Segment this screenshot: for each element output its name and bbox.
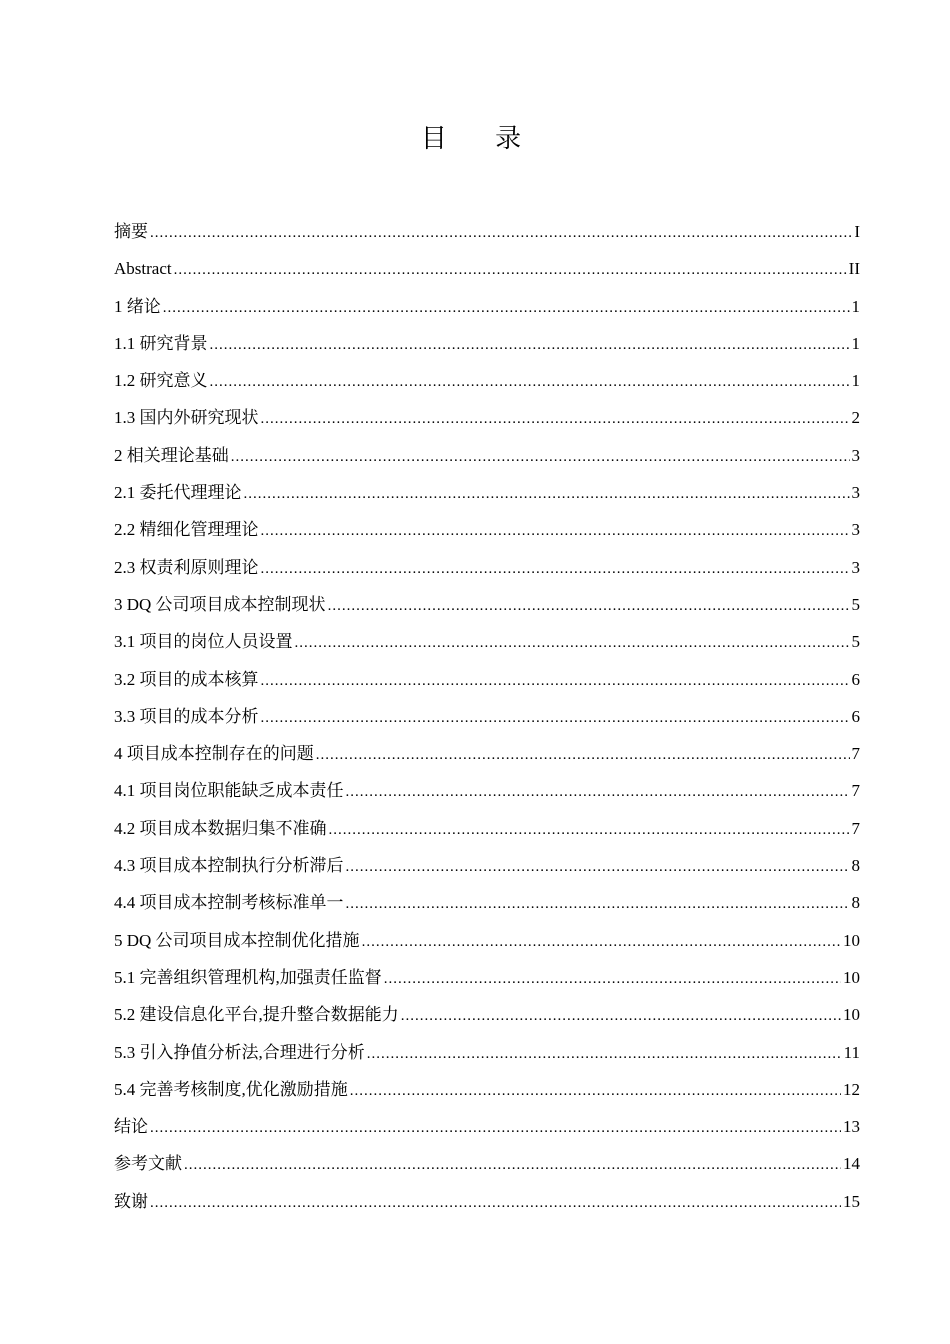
dot-leader bbox=[316, 742, 850, 768]
toc-entry-label: 4 项目成本控制存在的问题 bbox=[114, 744, 314, 764]
table-of-contents bbox=[114, 219, 860, 1226]
toc-entry-page-number: 8 bbox=[851, 893, 860, 913]
toc-entry-page-number: 10 bbox=[843, 1005, 860, 1025]
toc-entry-label: 摘要 bbox=[114, 222, 148, 241]
toc-entry-page-number: 8 bbox=[851, 856, 860, 876]
toc-entry-page-number: 3 bbox=[851, 483, 860, 503]
dot-leader bbox=[261, 518, 850, 544]
dot-leader bbox=[231, 444, 850, 470]
toc-entry-page-number: 14 bbox=[843, 1154, 860, 1174]
toc-entry-page-number: 5 bbox=[851, 632, 860, 652]
toc-entry-page-number: 7 bbox=[851, 781, 860, 801]
dot-leader bbox=[244, 481, 850, 507]
toc-entry[interactable] bbox=[114, 853, 860, 890]
toc-entry[interactable] bbox=[114, 331, 860, 368]
toc-entry[interactable] bbox=[114, 629, 860, 666]
toc-entry-label: 参考文献 bbox=[114, 1154, 182, 1174]
toc-entry-page-number: 13 bbox=[843, 1117, 860, 1137]
toc-entry[interactable] bbox=[114, 219, 860, 256]
toc-entry-page-number: 2 bbox=[851, 408, 860, 428]
toc-entry-label: 4.1 项目岗位职能缺乏成本责任 bbox=[114, 781, 344, 801]
toc-entry-page-number: 11 bbox=[843, 1042, 860, 1062]
toc-entry[interactable] bbox=[114, 1114, 860, 1151]
toc-entry[interactable] bbox=[114, 667, 860, 704]
dot-leader bbox=[346, 891, 850, 917]
dot-leader bbox=[210, 332, 850, 358]
toc-entry[interactable] bbox=[114, 928, 860, 965]
toc-entry-label: 3.2 项目的成本核算 bbox=[114, 669, 259, 689]
dot-leader bbox=[295, 630, 850, 656]
toc-entry-label: 5.1 完善组织管理机构,加强责任监督 bbox=[114, 967, 382, 987]
toc-entry-label: 2 相关理论基础 bbox=[114, 445, 229, 465]
dot-leader bbox=[184, 1152, 841, 1178]
toc-entry-label: 4.3 项目成本控制执行分析滞后 bbox=[114, 856, 344, 876]
dot-leader bbox=[150, 1190, 841, 1216]
dot-leader bbox=[261, 406, 850, 432]
toc-entry-page-number: 1 bbox=[851, 333, 860, 353]
dot-leader bbox=[261, 705, 850, 731]
dot-leader bbox=[174, 257, 847, 283]
toc-entry-page-number: 7 bbox=[851, 818, 860, 838]
toc-entry-label: Abstract bbox=[114, 259, 172, 279]
toc-entry-page-number: 3 bbox=[851, 520, 860, 540]
toc-entry[interactable] bbox=[114, 816, 860, 853]
dot-leader bbox=[261, 668, 850, 694]
toc-entry[interactable] bbox=[114, 443, 860, 480]
dot-leader bbox=[150, 220, 852, 246]
toc-entry[interactable] bbox=[114, 1189, 860, 1226]
toc-entry[interactable] bbox=[114, 778, 860, 815]
toc-entry-label: 3.3 项目的成本分析 bbox=[114, 706, 259, 726]
toc-entry-label: 5.2 建设信息化平台,提升整合数据能力 bbox=[114, 1005, 399, 1025]
toc-entry-page-number: I bbox=[854, 222, 860, 241]
toc-entry-label: 结论 bbox=[114, 1117, 148, 1137]
dot-leader bbox=[350, 1078, 841, 1104]
dot-leader bbox=[346, 779, 850, 805]
toc-entry[interactable] bbox=[114, 480, 860, 517]
dot-leader bbox=[367, 1041, 842, 1067]
dot-leader bbox=[150, 1115, 841, 1141]
toc-entry[interactable] bbox=[114, 704, 860, 741]
dot-leader bbox=[384, 966, 841, 992]
toc-entry-label: 2.2 精细化管理理论 bbox=[114, 520, 259, 540]
toc-entry[interactable] bbox=[114, 965, 860, 1002]
toc-entry-page-number: 6 bbox=[851, 706, 860, 726]
toc-entry-label: 致谢 bbox=[114, 1191, 148, 1211]
toc-entry[interactable] bbox=[114, 368, 860, 405]
dot-leader bbox=[210, 369, 850, 395]
toc-entry-label: 1.2 研究意义 bbox=[114, 371, 208, 391]
toc-entry-page-number: 6 bbox=[851, 669, 860, 689]
toc-entry-page-number: 3 bbox=[851, 557, 860, 577]
toc-entry-page-number: 1 bbox=[851, 296, 860, 316]
dot-leader bbox=[346, 854, 850, 880]
toc-entry-page-number: 15 bbox=[843, 1191, 860, 1211]
toc-entry[interactable] bbox=[114, 1077, 860, 1114]
toc-entry-page-number: 10 bbox=[843, 967, 860, 987]
toc-entry[interactable] bbox=[114, 1002, 860, 1039]
toc-entry-page-number: 1 bbox=[851, 371, 860, 391]
toc-entry[interactable] bbox=[114, 555, 860, 592]
toc-entry[interactable] bbox=[114, 405, 860, 442]
dot-leader bbox=[261, 556, 850, 582]
toc-title: 目 录 bbox=[420, 124, 542, 154]
toc-entry[interactable] bbox=[114, 1151, 860, 1188]
dot-leader bbox=[401, 1003, 841, 1029]
toc-entry-page-number: 5 bbox=[851, 594, 860, 614]
dot-leader bbox=[362, 929, 841, 955]
toc-entry-page-number: 3 bbox=[851, 445, 860, 465]
toc-entry-page-number: II bbox=[848, 259, 860, 279]
toc-entry-label: 1 绪论 bbox=[114, 296, 161, 316]
toc-entry-page-number: 12 bbox=[843, 1079, 860, 1099]
dot-leader bbox=[328, 593, 850, 619]
toc-entry[interactable] bbox=[114, 294, 860, 331]
toc-entry-label: 1.3 国内外研究现状 bbox=[114, 408, 259, 428]
dot-leader bbox=[329, 817, 850, 843]
toc-entry-page-number: 7 bbox=[851, 744, 860, 764]
toc-entry-label: 4.4 项目成本控制考核标准单一 bbox=[114, 893, 344, 913]
dot-leader bbox=[163, 295, 850, 321]
toc-entry[interactable] bbox=[114, 517, 860, 554]
toc-entry-label: 5 DQ 公司项目成本控制优化措施 bbox=[114, 930, 360, 950]
toc-entry-label: 5.4 完善考核制度,优化激励措施 bbox=[114, 1079, 348, 1099]
toc-entry[interactable] bbox=[114, 890, 860, 927]
toc-entry-label: 1.1 研究背景 bbox=[114, 333, 208, 353]
toc-entry[interactable] bbox=[114, 1040, 860, 1077]
toc-entry[interactable] bbox=[114, 256, 860, 293]
toc-entry[interactable] bbox=[114, 592, 860, 629]
toc-entry-label: 2.1 委托代理理论 bbox=[114, 483, 242, 503]
toc-entry[interactable] bbox=[114, 741, 860, 778]
toc-entry-page-number: 10 bbox=[843, 930, 860, 950]
toc-entry-label: 5.3 引入挣值分析法,合理进行分析 bbox=[114, 1042, 365, 1062]
toc-entry-label: 3.1 项目的岗位人员设置 bbox=[114, 632, 293, 652]
toc-entry-label: 4.2 项目成本数据归集不准确 bbox=[114, 818, 327, 838]
toc-entry-label: 3 DQ 公司项目成本控制现状 bbox=[114, 594, 326, 614]
toc-entry-label: 2.3 权责利原则理论 bbox=[114, 557, 259, 577]
